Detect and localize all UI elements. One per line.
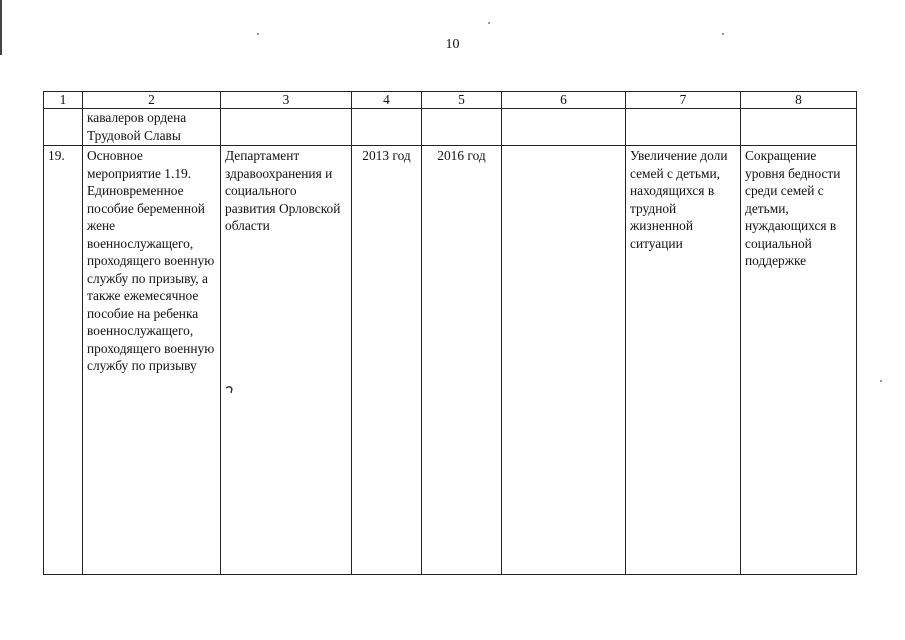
scan-speck (722, 33, 724, 35)
cell-number: 19. (44, 146, 83, 575)
cell-number (44, 109, 83, 146)
scan-speck (488, 22, 490, 24)
cell-funding (502, 146, 626, 575)
measures-table (43, 91, 857, 575)
header-col-7: 7 (626, 92, 741, 109)
cell-executor: Департамент здравоохранения и социального развития Орловской области (221, 146, 352, 575)
cell-start-year: 2013 год (352, 146, 422, 575)
cell-result (626, 109, 741, 146)
header-col-3: 3 (221, 92, 352, 109)
cell-result: Увеличение доли семей с детьми, находящихся в трудной жизненной ситуации (626, 146, 741, 575)
header-col-5: 5 (422, 92, 502, 109)
cell-effect: Сокращение уровня бедности среди семей с детьми, нуждающихся в социальной поддержке (741, 146, 857, 575)
table-row-19 (44, 146, 857, 575)
header-col-4: 4 (352, 92, 422, 109)
cell-start-year (352, 109, 422, 146)
pen-mark-icon (225, 385, 234, 394)
header-col-8: 8 (741, 92, 857, 109)
header-col-6: 6 (502, 92, 626, 109)
scan-speck (880, 380, 882, 382)
cell-funding (502, 109, 626, 146)
cell-executor (221, 109, 352, 146)
cell-end-year (422, 109, 502, 146)
table-header-row (44, 92, 857, 109)
table-row-continuation (44, 109, 857, 146)
header-col-1: 1 (44, 92, 83, 109)
cell-effect (741, 109, 857, 146)
cell-measure: кавалеров ордена Трудовой Славы (83, 109, 221, 146)
cell-end-year: 2016 год (422, 146, 502, 575)
cell-measure: Основное мероприятие 1.19. Единовременное пособие беременной жене военнослужащего, проходящего военную службу по призыву, а также ежемесячное пособие на ребенка военнослужащего, проходящего военную службу по призыву (83, 146, 221, 575)
scan-speck (257, 33, 259, 35)
page-number: 10 (445, 37, 460, 52)
header-col-2: 2 (83, 92, 221, 109)
